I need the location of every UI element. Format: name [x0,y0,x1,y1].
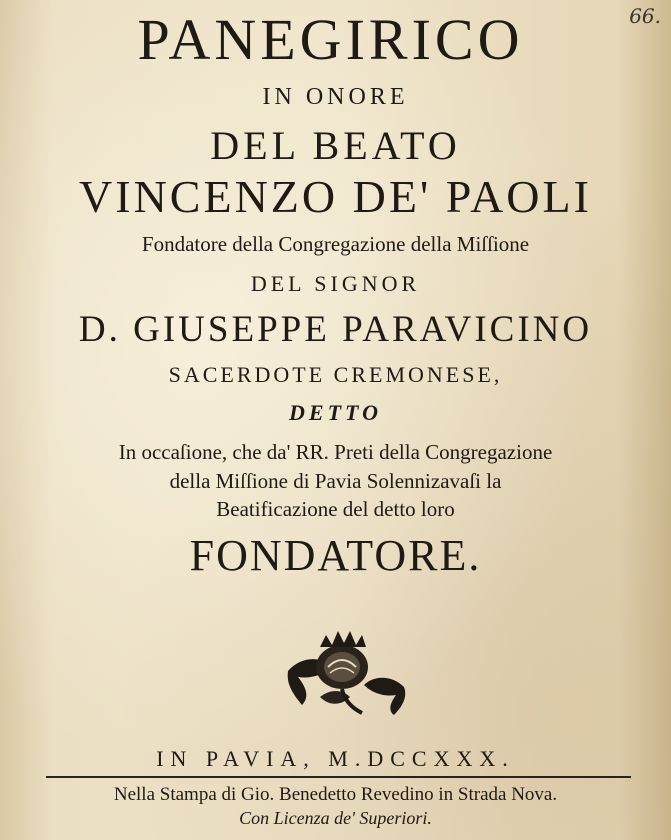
subtitle-in-onore: IN ONORE [262,84,409,110]
imprint-printer: Nella Stampa di Gio. Benedetto Revedino in Strada Nova. [113,784,558,805]
imprint-place-date: IN PAVIA, M.DCCXXX. [156,746,515,771]
occasion-line-1: In occaſione, che da' RR. Preti della Congregazione [118,440,553,464]
imprint-license: Con Licenza de' Superiori. [239,808,432,828]
detto-label: DETTO [289,400,382,425]
author-role: SACERDOTE CREMONESE, [168,362,503,387]
author-prefix: DEL SIGNOR [250,271,421,296]
subject-name: VINCENZO DE' PAOLI [79,171,592,222]
occasion-line-3: Beatificazione del detto loro [216,497,455,521]
imprint-divider [46,776,631,778]
folio-number: 66. [629,4,661,28]
thistle-ornament-icon [280,627,412,717]
occasion-line-2: della Miſſione di Pavia Solennizavaſi la [169,469,502,493]
main-title: PANEGIRICO [137,7,524,72]
author-name: D. GIUSEPPE PARAVICINO [78,309,593,350]
subtitle-del-beato: DEL BEATO [210,123,461,168]
fondatore-heading: FONDATORE. [189,531,482,580]
subject-description: Fondatore della Congregazione della Miſſione [141,232,530,256]
